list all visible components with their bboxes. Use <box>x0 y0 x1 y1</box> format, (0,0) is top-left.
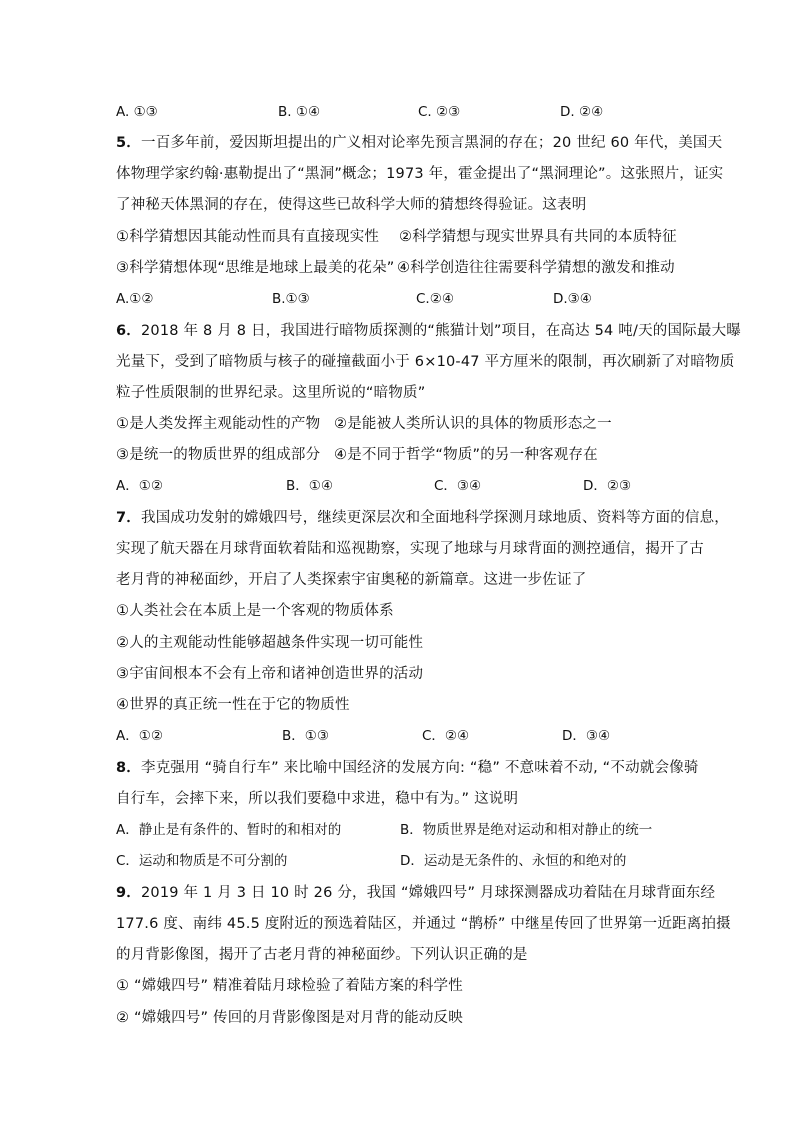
statement-4: ④科学创造往往需要科学猜想的激发和推动 <box>397 260 675 276</box>
statement-1: ①是人类发挥主观能动性的产物 <box>116 416 321 432</box>
question-8-line-2: 自行车，会摔下来，所以我们要稳中求进，稳中有为。” 这说明 <box>116 791 519 807</box>
statement-1: ① “嫦娥四号” 精准着陆月球检验了着陆方案的科学性 <box>116 978 463 994</box>
option-c: C．运动和物质是不可分割的 <box>116 853 288 869</box>
statement-2: ②科学猜想与现实世界具有共同的本质特征 <box>399 229 677 245</box>
statement-2: ②是能被人类所认识的具体的物质形态之一 <box>334 416 612 432</box>
question-number: 5． <box>116 135 141 151</box>
question-number: 8． <box>116 760 141 776</box>
option-b: B．物质世界是绝对运动和相对静止的统一 <box>400 822 653 838</box>
question-6-line-1 <box>116 321 741 341</box>
question-5-line-2: 体物理学家约翰·惠勒提出了“黑洞”概念；1973 年，霍金提出了“黑洞理论”。这张照片，证实 <box>116 166 724 182</box>
option-c: C. ②③ <box>418 104 461 120</box>
option-a: A. ①③ <box>116 104 158 120</box>
question-text: 2019 年 1 月 3 日 10 时 26 分，我国 “嫦娥四号” 月球探测器成功着陆在月球背面东经 <box>141 885 716 901</box>
question-9-line-1 <box>116 883 715 903</box>
option-b: B．①④ <box>286 478 333 494</box>
statement-4: ④世界的真正统一性在于它的物质性 <box>116 697 350 713</box>
option-b: B．①③ <box>282 728 329 744</box>
option-a: A．①② <box>116 728 163 744</box>
statement-1: ①科学猜想因其能动性而具有直接现实性 <box>116 229 380 245</box>
option-b: B.①③ <box>272 291 310 307</box>
question-5-line-3: 了神秘天体黑洞的存在，使得这些已故科学大师的猜想终得验证。这表明 <box>116 197 587 213</box>
option-b: B. ①④ <box>278 104 321 120</box>
question-number: 6． <box>116 323 141 339</box>
option-d: D．②③ <box>583 478 632 494</box>
option-c: C.②④ <box>416 291 454 307</box>
statement-2: ②人的主观能动性能够超越条件实现一切可能性 <box>116 635 424 651</box>
question-text: 一百多年前，爱因斯坦提出的广义相对论率先预言黑洞的存在；20 世纪 60 年代，美国天 <box>141 135 723 151</box>
question-8-line-1 <box>116 758 699 778</box>
statement-2: ② “嫦娥四号” 传回的月背影像图是对月背的能动反映 <box>116 1010 463 1026</box>
question-9-line-3: 的月背影像图，揭开了古老月背的神秘面纱。下列认识正确的是 <box>116 947 528 963</box>
option-d: D．③④ <box>562 728 611 744</box>
statement-3: ③科学猜想体现“思维是地球上最美的花朵” <box>116 260 395 276</box>
question-text: 我国成功发射的嫦娥四号，继续更深层次和全面地科学探测月球地质、资料等方面的信息， <box>141 510 729 526</box>
statement-4: ④是不同于哲学“物质”的另一种客观存在 <box>334 447 598 463</box>
question-text: 李克强用 “骑自行车” 来比喻中国经济的发展方向: “稳” 不意味着不动, “不动就会像骑 <box>141 760 699 776</box>
option-a: A.①② <box>116 291 154 307</box>
question-6-line-2: 光量下，受到了暗物质与核子的碰撞截面小于 6×10-47 平方厘米的限制，再次刷新了对暗物质 <box>116 354 735 370</box>
question-7-line-3: 老月背的神秘面纱，开启了人类探索宇宙奥秘的新篇章。这进一步佐证了 <box>116 572 587 588</box>
question-number: 7． <box>116 510 141 526</box>
option-d: D．运动是无条件的、永恒的和绝对的 <box>400 853 627 869</box>
question-6-line-3: 粒子性质限制的世界纪录。这里所说的“暗物质” <box>116 385 426 401</box>
question-7-line-1 <box>116 508 729 528</box>
statement-3: ③宇宙间根本不会有上帝和诸神创造世界的活动 <box>116 666 424 682</box>
option-d: D.③④ <box>553 291 592 307</box>
question-text: 2018 年 8 月 8 日，我国进行暗物质探测的“熊猫计划”项目，在高达 54 吨/天的国际最大曝 <box>141 323 741 339</box>
question-number: 9． <box>116 885 141 901</box>
option-d: D. ②④ <box>560 104 604 120</box>
statement-1: ①人类社会在本质上是一个客观的物质体系 <box>116 603 394 619</box>
question-7-line-2: 实现了航天器在月球背面软着陆和巡视勘察，实现了地球与月球背面的测控通信，揭开了古 <box>116 541 704 557</box>
option-c: C．②④ <box>422 728 470 744</box>
statement-3: ③是统一的物质世界的组成部分 <box>116 447 321 463</box>
option-c: C．③④ <box>434 478 482 494</box>
question-9-line-2: 177.6 度、南纬 45.5 度附近的预选着陆区，并通过 “鹊桥” 中继星传回了世界第一近距离拍摄 <box>116 916 731 932</box>
option-a: A．静止是有条件的、暂时的和相对的 <box>116 822 342 838</box>
option-a: A．①② <box>116 478 163 494</box>
question-5-line-1 <box>116 133 722 153</box>
